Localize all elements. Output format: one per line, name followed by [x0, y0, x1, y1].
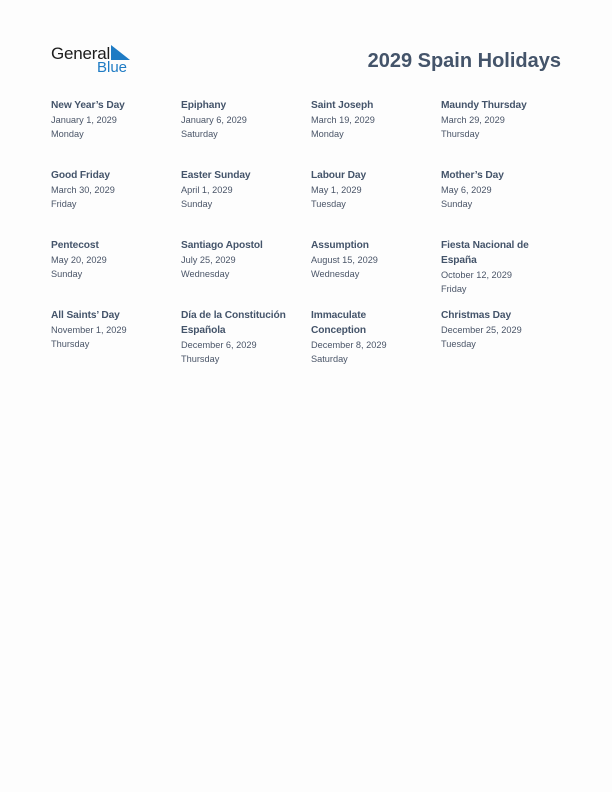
holiday-name: All Saints’ Day [51, 310, 120, 321]
holiday-name: Fiesta Nacional de España [441, 240, 529, 266]
holiday-item [181, 238, 303, 281]
holiday-date: August 15, 2029 [311, 255, 378, 265]
holiday-item [51, 238, 173, 281]
holiday-name: Mother’s Day [441, 170, 504, 181]
holiday-weekday: Saturday [181, 129, 218, 139]
holiday-name: Día de la Constitución Española [181, 310, 286, 336]
holiday-weekday: Sunday [181, 199, 213, 209]
holiday-date: March 19, 2029 [311, 115, 375, 125]
holiday-weekday: Wednesday [311, 269, 360, 279]
holiday-name: Epiphany [181, 100, 227, 111]
holiday-item [311, 168, 433, 211]
holiday-weekday: Monday [51, 129, 84, 139]
holiday-date: October 12, 2029 [441, 270, 512, 280]
holiday-date: January 6, 2029 [181, 115, 247, 125]
holiday-date: November 1, 2029 [51, 325, 127, 335]
logo-text-general: General [51, 44, 111, 63]
holiday-item [441, 168, 563, 211]
logo-text-blue: Blue [97, 59, 128, 76]
holiday-name: Labour Day [311, 170, 367, 181]
holiday-weekday: Sunday [51, 269, 83, 279]
holiday-weekday: Thursday [181, 354, 220, 364]
holiday-item [181, 308, 303, 366]
holiday-item [51, 98, 173, 141]
holiday-item [441, 238, 563, 296]
holiday-name: Easter Sunday [181, 170, 251, 181]
holiday-date: April 1, 2029 [181, 185, 233, 195]
holiday-weekday: Wednesday [181, 269, 230, 279]
logo [51, 44, 141, 78]
holiday-name: Immaculate Conception [311, 310, 367, 336]
holiday-weekday: Thursday [51, 339, 90, 349]
holiday-name: Good Friday [51, 170, 110, 181]
page-title: 2029 Spain Holidays [367, 50, 561, 72]
holiday-name: Assumption [311, 240, 369, 251]
holiday-name: Santiago Apostol [181, 240, 263, 251]
holiday-weekday: Tuesday [441, 339, 476, 349]
holiday-date: May 6, 2029 [441, 185, 492, 195]
holiday-weekday: Thursday [441, 129, 480, 139]
holiday-weekday: Tuesday [311, 199, 346, 209]
holiday-item [311, 98, 433, 141]
holiday-date: May 1, 2029 [311, 185, 362, 195]
holiday-date: December 6, 2029 [181, 340, 257, 350]
holiday-weekday: Saturday [311, 354, 348, 364]
holiday-name: Saint Joseph [311, 100, 374, 111]
holiday-item [311, 308, 411, 366]
holiday-item [441, 98, 563, 141]
holiday-date: January 1, 2029 [51, 115, 117, 125]
holiday-item [181, 168, 303, 211]
logo-triangle-icon [111, 45, 130, 60]
holiday-name: New Year’s Day [51, 100, 125, 111]
holiday-item [51, 308, 173, 351]
holiday-date: May 20, 2029 [51, 255, 107, 265]
holiday-date: December 8, 2029 [311, 340, 387, 350]
holiday-weekday: Monday [311, 129, 344, 139]
holiday-item [181, 98, 303, 141]
holiday-date: March 29, 2029 [441, 115, 505, 125]
holiday-name: Pentecost [51, 240, 99, 251]
holiday-name: Maundy Thursday [441, 100, 527, 111]
holiday-date: March 30, 2029 [51, 185, 115, 195]
holiday-name: Christmas Day [441, 310, 512, 321]
holiday-item [51, 168, 173, 211]
holiday-date: December 25, 2029 [441, 325, 522, 335]
holiday-weekday: Friday [441, 284, 467, 294]
holiday-item [441, 308, 563, 351]
holiday-item [311, 238, 433, 281]
holiday-weekday: Friday [51, 199, 77, 209]
holiday-weekday: Sunday [441, 199, 473, 209]
holiday-date: July 25, 2029 [181, 255, 236, 265]
